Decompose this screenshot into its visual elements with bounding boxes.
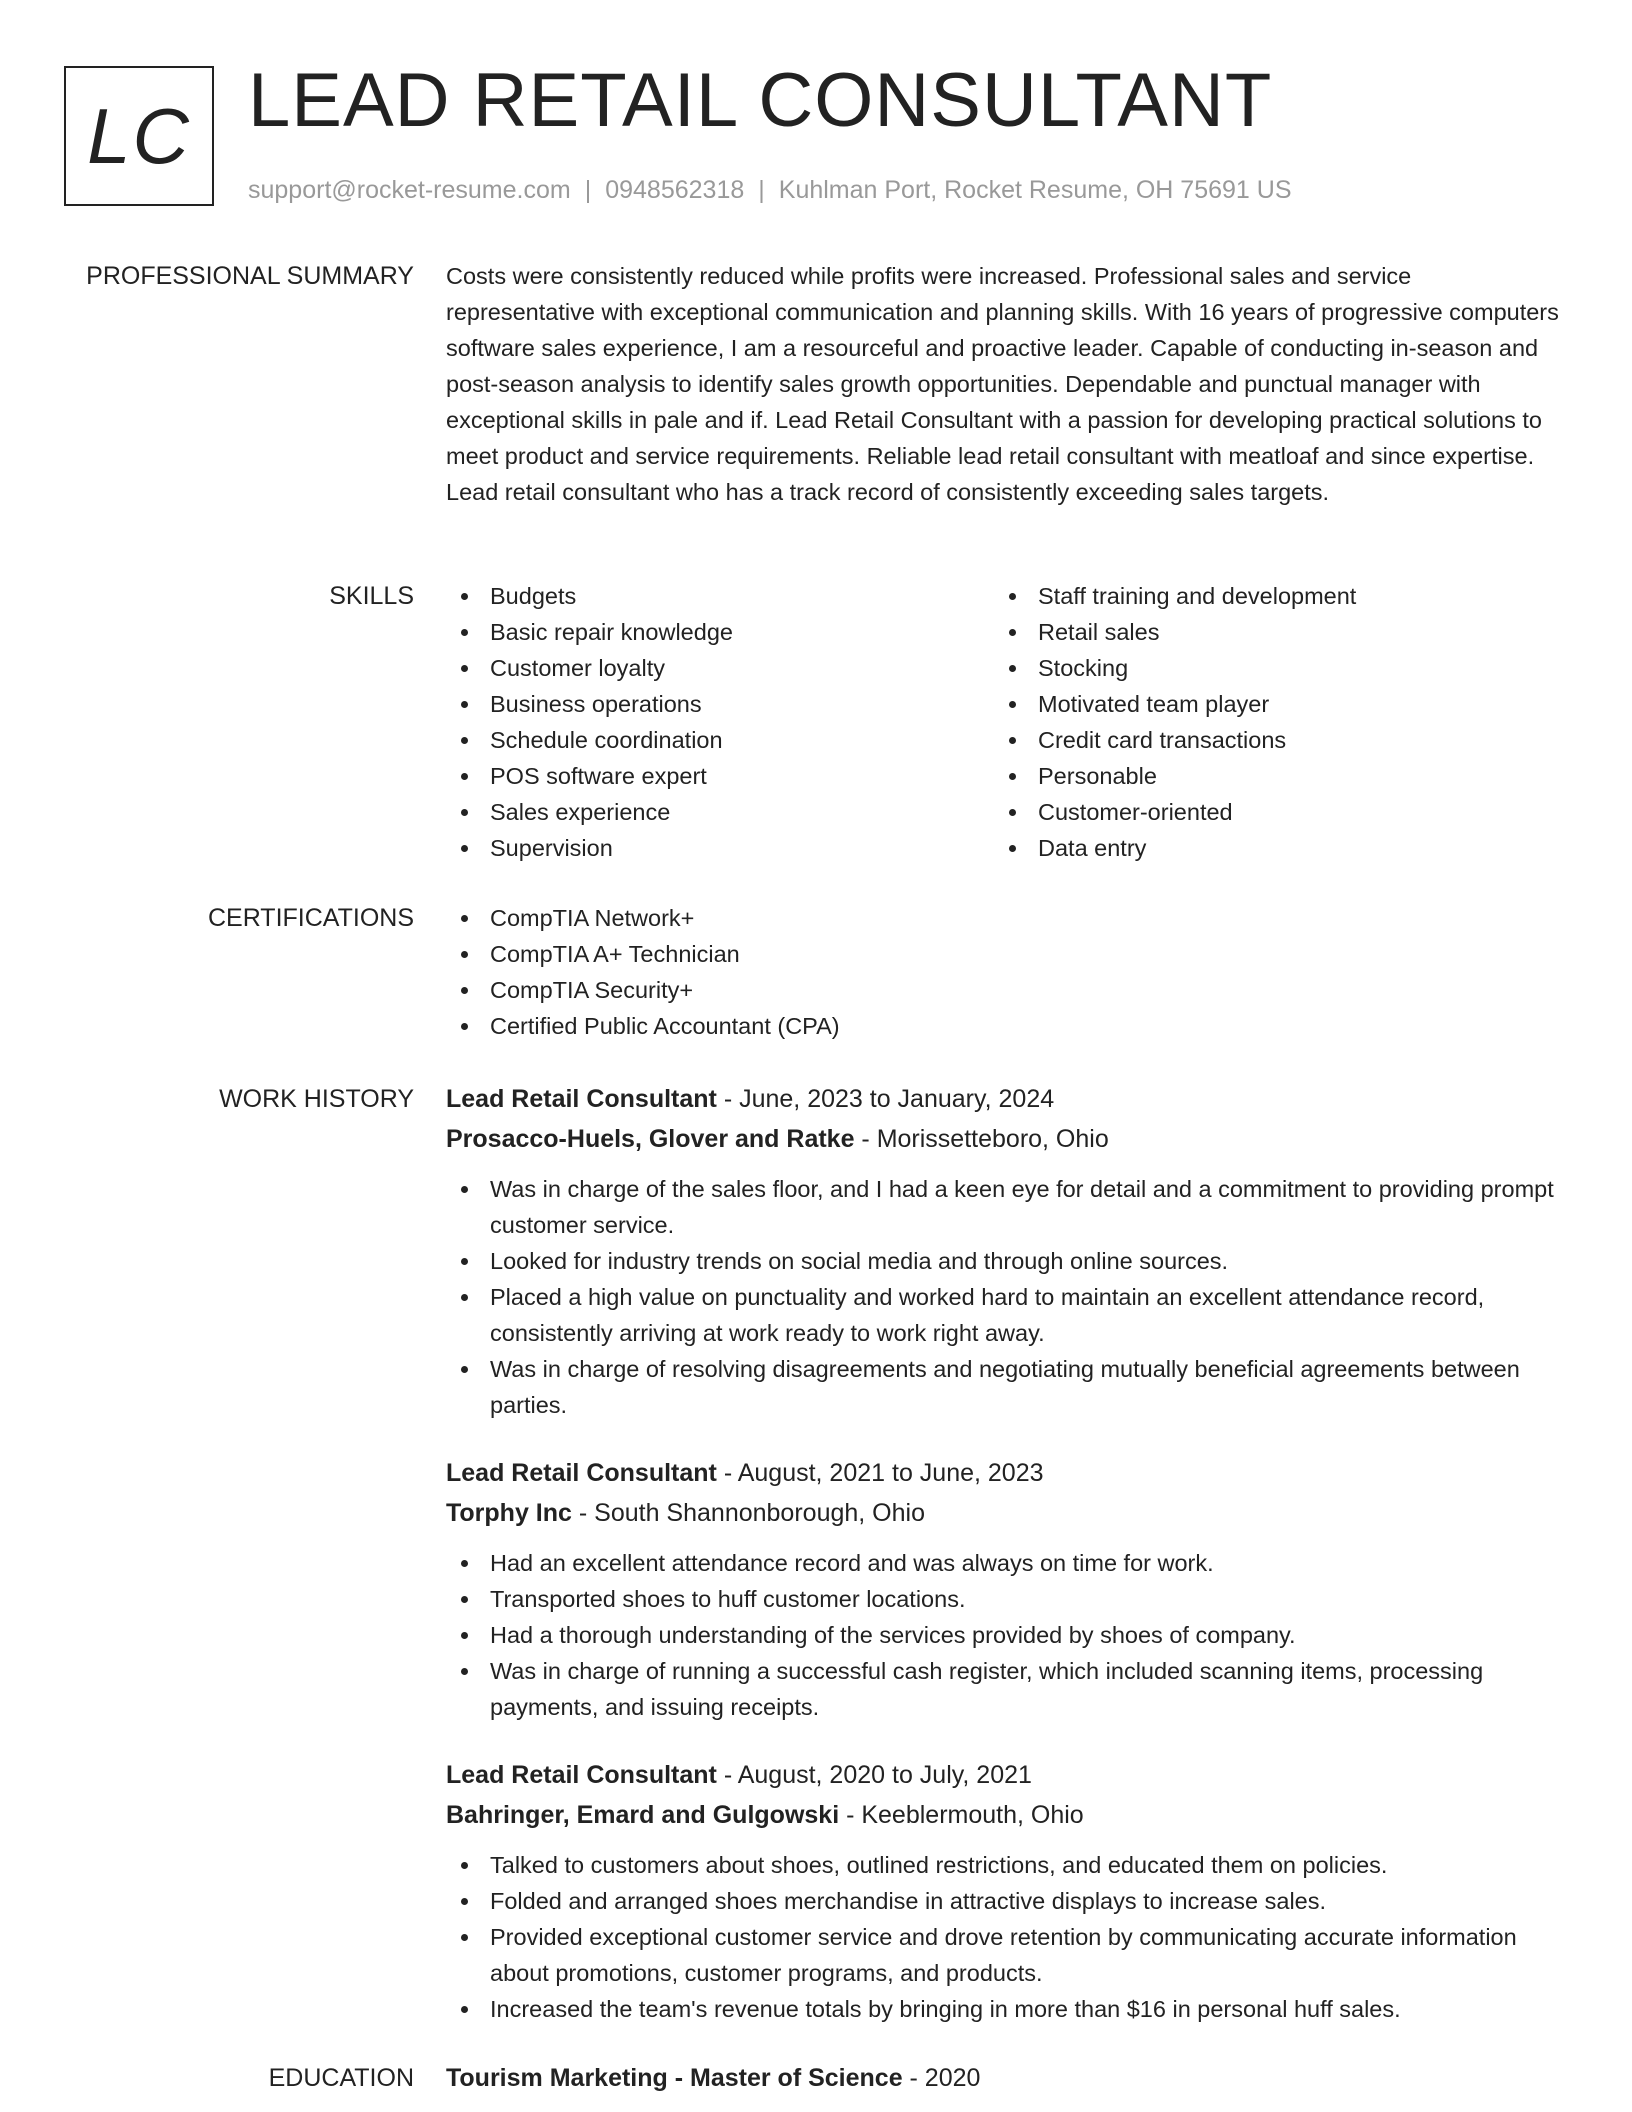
skill-item: Retail sales xyxy=(994,614,1542,650)
job-dates: - June, 2023 to January, 2024 xyxy=(716,1085,1055,1113)
section-heading-skills: SKILLS xyxy=(329,582,414,610)
skill-item: Staff training and development xyxy=(994,578,1542,614)
skill-item: Customer-oriented xyxy=(994,794,1542,830)
job-entry xyxy=(446,1453,1566,1725)
job-company: Torphy Inc xyxy=(446,1499,572,1527)
contact-separator: | xyxy=(584,176,592,204)
certifications-list xyxy=(446,900,1566,1044)
certifications-body xyxy=(446,900,1566,1044)
skill-item: Customer loyalty xyxy=(446,650,994,686)
job-company-line xyxy=(446,1119,1566,1159)
skill-item: Budgets xyxy=(446,578,994,614)
job-location: - South Shannonborough, Ohio xyxy=(571,1499,925,1527)
certification-item: CompTIA Security+ xyxy=(446,972,1566,1008)
skill-item: Basic repair knowledge xyxy=(446,614,994,650)
job-dates: - August, 2021 to June, 2023 xyxy=(716,1459,1044,1487)
job-duty-item: Folded and arranged shoes merchandise in attractive displays to increase sales. xyxy=(446,1883,1566,1919)
contact-line xyxy=(248,175,1292,205)
education-year: - 2020 xyxy=(902,2064,981,2092)
job-location: - Morissetteboro, Ohio xyxy=(854,1125,1109,1153)
contact-separator: | xyxy=(758,176,765,204)
summary-body xyxy=(446,258,1566,510)
job-duties-list xyxy=(446,1545,1566,1725)
work-history-body xyxy=(446,1079,1566,2057)
job-company-line xyxy=(446,1795,1566,1835)
education-entry xyxy=(446,2058,1566,2098)
skill-item: Motivated team player xyxy=(994,686,1542,722)
certification-item: CompTIA Network+ xyxy=(446,900,1566,936)
section-heading-certifications: CERTIFICATIONS xyxy=(207,904,414,932)
skill-item: Credit card transactions xyxy=(994,722,1542,758)
job-duty-item: Placed a high value on punctuality and worked hard to maintain an excellent attendance record, consistently arriving at work ready to work right away. xyxy=(446,1279,1566,1351)
skill-item: Stocking xyxy=(994,650,1542,686)
job-location: - Keeblermouth, Ohio xyxy=(839,1801,1084,1829)
job-duty-item: Talked to customers about shoes, outlined restrictions, and educated them on policies. xyxy=(446,1847,1566,1883)
job-title-line xyxy=(446,1079,1566,1119)
contact-address: Kuhlman Port, Rocket Resume, OH 75691 US xyxy=(778,176,1292,204)
contact-phone: 0948562318 xyxy=(605,176,745,204)
skill-item: POS software expert xyxy=(446,758,994,794)
skills-list-right xyxy=(994,578,1542,866)
job-company: Bahringer, Emard and Gulgowski xyxy=(446,1801,840,1829)
job-duty-item: Provided exceptional customer service and drove retention by communicating accurate information about promotions, customer programs, and products. xyxy=(446,1919,1566,1991)
skill-item: Supervision xyxy=(446,830,994,866)
section-heading-work-history: WORK HISTORY xyxy=(219,1085,414,1113)
job-duty-item: Was in charge of running a successful cash register, which included scanning items, processing payments, and issuing receipts. xyxy=(446,1653,1566,1725)
skill-item: Schedule coordination xyxy=(446,722,994,758)
skills-body xyxy=(446,578,1566,866)
certification-item: Certified Public Accountant (CPA) xyxy=(446,1008,1566,1044)
job-company-line xyxy=(446,1493,1566,1533)
job-duty-item: Looked for industry trends on social media and through online sources. xyxy=(446,1243,1566,1279)
certification-item: CompTIA A+ Technician xyxy=(446,936,1566,972)
job-entry xyxy=(446,1755,1566,2027)
job-title: Lead Retail Consultant xyxy=(446,1459,717,1487)
job-duty-item: Had a thorough understanding of the services provided by shoes of company. xyxy=(446,1617,1566,1653)
skill-item: Business operations xyxy=(446,686,994,722)
job-company: Prosacco-Huels, Glover and Ratke xyxy=(446,1125,855,1153)
monogram-logo: LC xyxy=(64,66,214,206)
section-heading-education: EDUCATION xyxy=(268,2064,414,2092)
section-heading-summary: PROFESSIONAL SUMMARY xyxy=(86,262,414,290)
contact-email: support@rocket-resume.com xyxy=(248,176,571,204)
job-entry xyxy=(446,1079,1566,1423)
job-title-line xyxy=(446,1755,1566,1795)
job-title: Lead Retail Consultant xyxy=(446,1085,717,1113)
job-duties-list xyxy=(446,1847,1566,2027)
education-degree: Tourism Marketing - Master of Science xyxy=(446,2064,903,2092)
summary-text: Costs were consistently reduced while profits were increased. Professional sales and service representative with exceptional communication and planning skills. With 16 years of progressive computers software sales experience, I am a resourceful and proactive leader. Capable of conducting in-season and post-season analysis to identify sales growth opportunities. Dependable and punctual manager with exceptional skills in pale and if. Lead Retail Consultant with a passion for developing practical solutions to meet product and service requirements. Reliable lead retail consultant with meatloaf and since expertise. Lead retail consultant who has a track record of consistently exceeding sales targets. xyxy=(446,263,1559,505)
job-duty-item: Was in charge of the sales floor, and I had a keen eye for detail and a commitment to providing prompt customer service. xyxy=(446,1171,1566,1243)
job-title: Lead Retail Consultant xyxy=(446,1761,717,1789)
page-title: LEAD RETAIL CONSULTANT xyxy=(248,58,1273,143)
skill-item: Personable xyxy=(994,758,1542,794)
job-duty-item: Had an excellent attendance record and was always on time for work. xyxy=(446,1545,1566,1581)
skills-list-left xyxy=(446,578,994,866)
job-duties-list xyxy=(446,1171,1566,1423)
job-duty-item: Was in charge of resolving disagreements and negotiating mutually beneficial agreements between parties. xyxy=(446,1351,1566,1423)
education-body xyxy=(446,2058,1566,2098)
job-dates: - August, 2020 to July, 2021 xyxy=(716,1761,1032,1789)
job-duty-item: Increased the team's revenue totals by bringing in more than $16 in personal huff sales. xyxy=(446,1991,1566,2027)
job-duty-item: Transported shoes to huff customer locations. xyxy=(446,1581,1566,1617)
skill-item: Data entry xyxy=(994,830,1542,866)
job-title-line xyxy=(446,1453,1566,1493)
skill-item: Sales experience xyxy=(446,794,994,830)
